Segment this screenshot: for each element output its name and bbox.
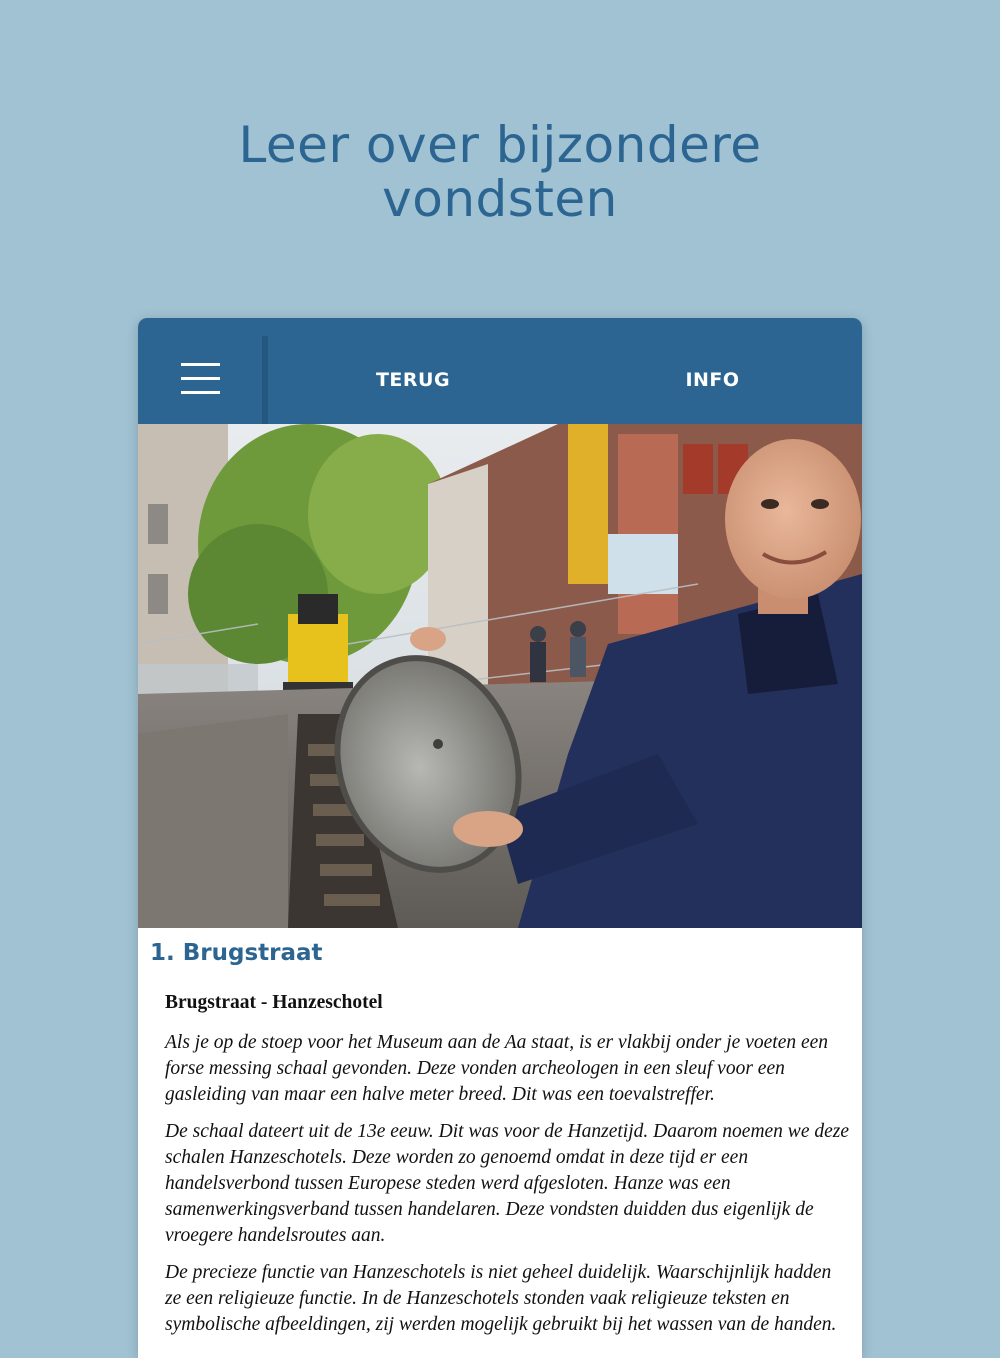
page-headline [0,118,1000,226]
hamburger-menu-icon [181,363,220,395]
article-paragraph: De schaal dateert uit de 13e eeuw. Dit was voor de Hanzetijd. Daarom noemen we deze schalen Hanzeschotels. Deze worden zo genoemd omdat in deze tijd er een handelsverbond tussen Europese steden werd afgesloten. Hanze was een samenwerkingsverband tussen handelaren. Deze vondsten duidden dus eigenlijk de vroegere handelsroutes aan. [165,1121,849,1246]
menu-button[interactable] [138,336,262,424]
app-screen [138,318,862,1358]
article-paragraph: De precieze functie van Hanzeschotels is niet geheel duidelijk. Waarschijnlijk hadden ze een religieuze functie. In de Hanzeschotels stonden vaak religieuze teksten en symbolische afbeeldingen, zij werden mogelijk gebruikt bij het wassen van de handen. [165,1262,837,1335]
section-title: 1. Brugstraat [150,940,323,966]
headline-line-2: vondsten [382,170,618,228]
article-paragraph: Als je op de stoep voor het Museum aan de Aa staat, is er vlakbij onder je voeten een forse messing schaal gevonden. Deze vonden archeologen in een sleuf voor een gasleiding van maar een halve meter breed. Dit was een toevalstreffer. [165,1032,829,1105]
back-button[interactable]: TERUG [375,369,451,391]
article-body [165,990,850,1349]
article-subtitle: Brugstraat - Hanzeschotel [165,992,383,1013]
info-button[interactable]: INFO [685,369,740,391]
top-navbar [138,318,862,424]
headline-line-1: Leer over bijzondere [238,116,762,174]
archaeologist-photo [138,424,862,928]
